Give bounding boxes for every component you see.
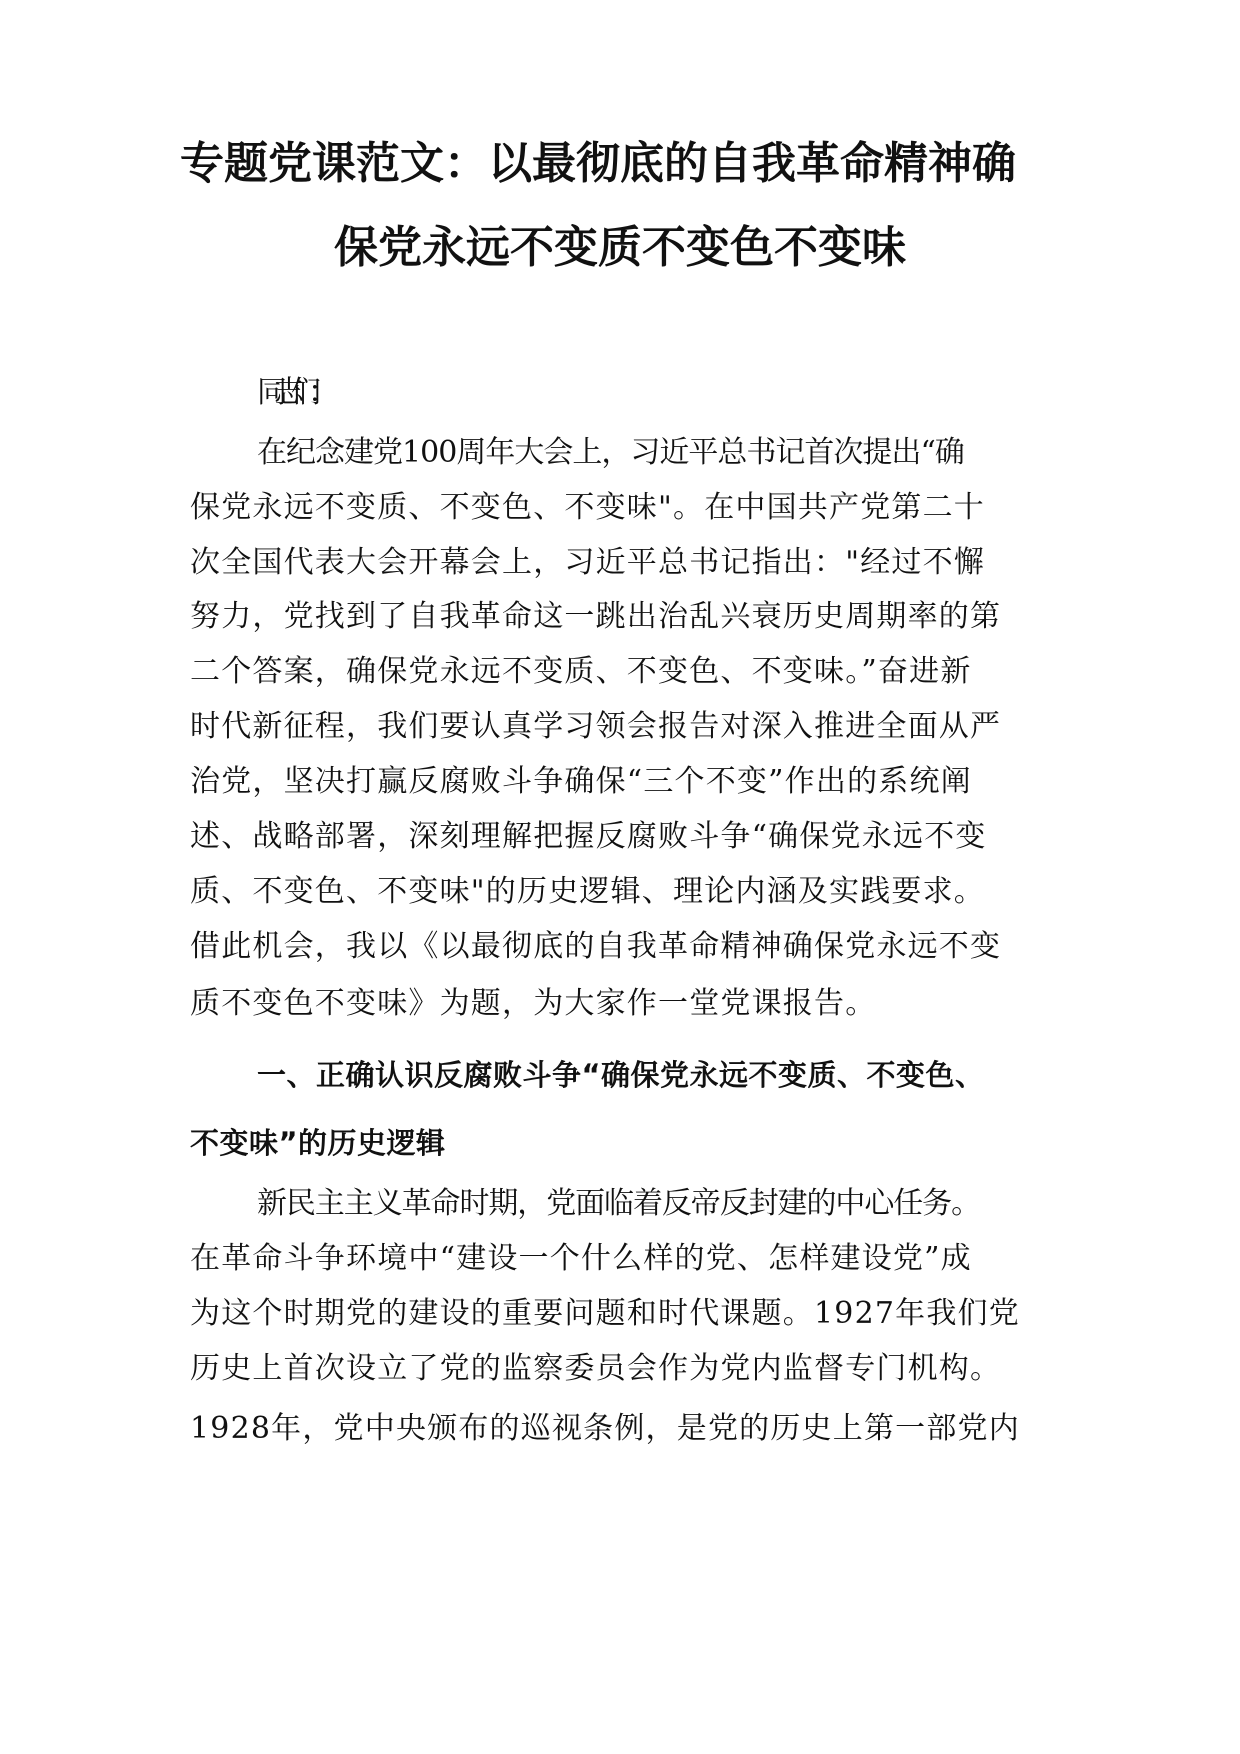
- title-line-2: 保党永远不变质不变色不变味: [334, 222, 906, 273]
- paragraph-line: 质、不变色、不变味"的历史逻辑、理论内涵及实践要求。: [190, 874, 985, 909]
- paragraph-line: 努力，党找到了自我革命这一跳出治乱兴衰历史周期率的第: [190, 599, 1002, 634]
- paragraph-line: 二个答案，确保党永远不变质、不变色、不变味。”奋进新: [190, 654, 972, 689]
- paragraph-line: 为这个时期党的建设的重要问题和时代课题。1927年我们党: [190, 1296, 1020, 1331]
- title-line-1: 专题党课范文：以最彻底的自我革命精神确: [180, 138, 1016, 189]
- paragraph-line: 借此机会，我以《以最彻底的自我革命精神确保党永远不变: [190, 929, 1002, 964]
- paragraph-line: 治党，坚决打赢反腐败斗争确保“三个不变”作出的系统阐: [190, 764, 972, 799]
- paragraph-line: 新民主主义革命时期，党面临着反帝反封建的中心任务。: [257, 1186, 980, 1221]
- paragraph-line: 时代新征程，我们要认真学习领会报告对深入推进全面从严: [190, 709, 1002, 744]
- salutation: 同志们：: [257, 375, 325, 410]
- paragraph-line: 保党永远不变质、不变色、不变味"。在中国共产党第二十: [190, 490, 985, 525]
- paragraph-line: 质不变色不变味》为题，为大家作一堂党课报告。: [190, 986, 877, 1021]
- paragraph-line: 述、战略部署，深刻理解把握反腐败斗争“确保党永远不变: [190, 819, 987, 854]
- document-title: [180, 122, 1060, 290]
- section-heading-1-line-1: 一、正确认识反腐败斗争“确保党永远不变质、不变色、: [257, 1058, 985, 1092]
- paragraph-line: 在纪念建党100周年大会上，习近平总书记首次提出“确: [257, 435, 964, 470]
- paragraph-line: 次全国代表大会开幕会上，习近平总书记指出："经过不懈: [190, 545, 985, 580]
- paragraph-line: 历史上首次设立了党的监察委员会作为党内监督专门机构。: [190, 1351, 1002, 1386]
- section-heading-1-line-2: 不变味”的历史逻辑: [190, 1126, 446, 1160]
- paragraph-line: 1928年，党中央颁布的巡视条例，是党的历史上第一部党内: [190, 1411, 1020, 1446]
- paragraph-line: 在革命斗争环境中“建设一个什么样的党、怎样建设党”成: [190, 1241, 972, 1276]
